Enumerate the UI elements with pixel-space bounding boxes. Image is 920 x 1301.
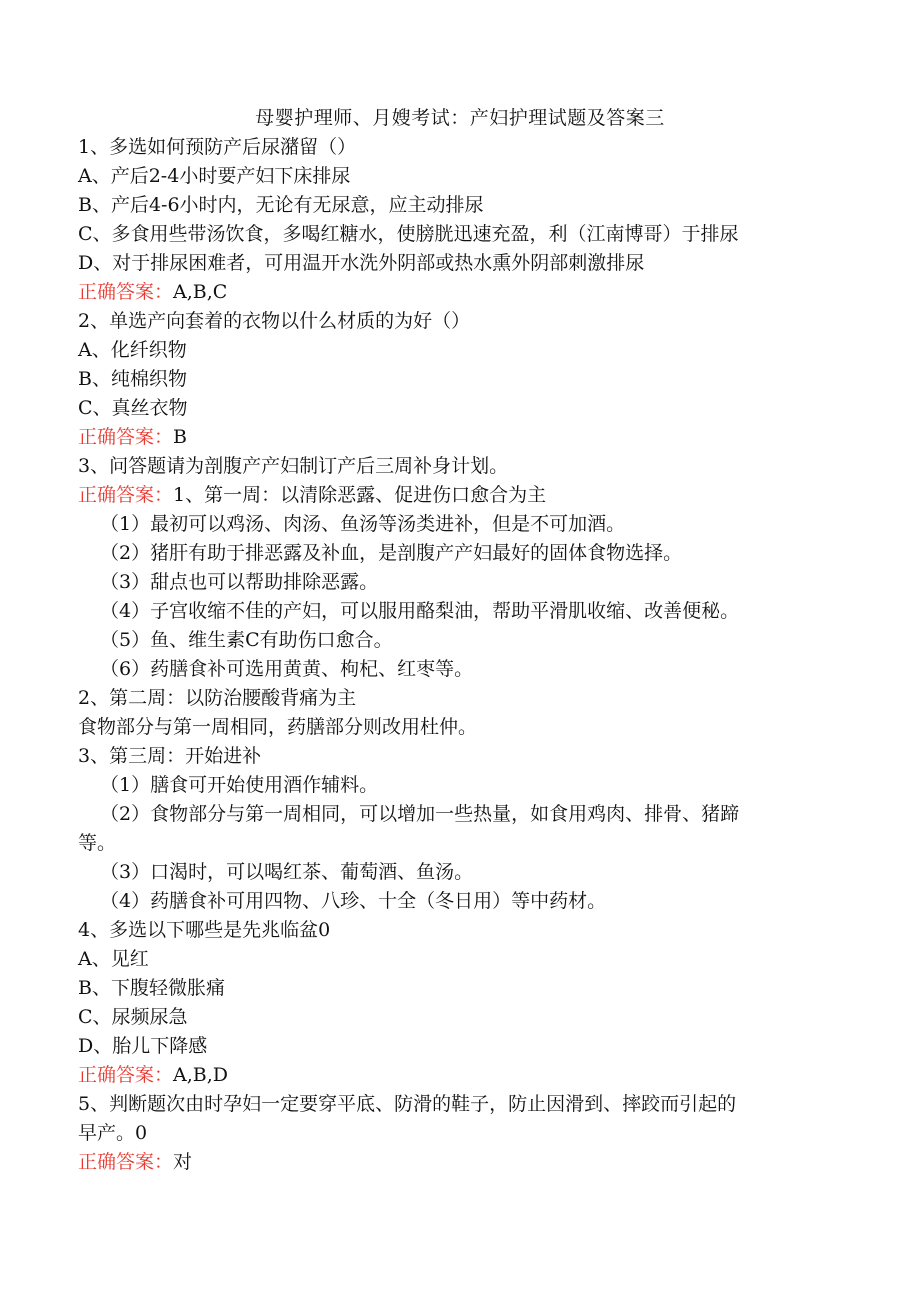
question-2-option-c: C、真丝衣物 xyxy=(78,397,188,419)
answer-line: （4）子宫收缩不佳的产妇，可以服用酪梨油，帮助平滑肌收缩、改善便秘。 xyxy=(100,600,740,622)
question-4-stem: 4、多选以下哪些是先兆临盆0 xyxy=(78,919,331,941)
answer-label: 正确答案： xyxy=(78,1151,174,1173)
answer-line: （3）甜点也可以帮助排除恶露。 xyxy=(100,571,379,593)
question-1-stem: 1、多选如何预防产后尿潴留（） xyxy=(78,136,357,158)
question-2-option-a: A、化纤织物 xyxy=(78,339,187,361)
question-5-stem: 5、判断题次由时孕妇一定要穿平底、防滑的鞋子，防止因滑到、摔跤而引起的 xyxy=(78,1093,737,1115)
document-title: 母婴护理师、月嫂考试：产妇护理试题及答案三 xyxy=(255,107,665,129)
question-1-option-b: B、产后4-6小时内，无论有无尿意，应主动排尿 xyxy=(78,194,484,216)
answer-line: 食物部分与第一周相同，药膳部分则改用杜仲。 xyxy=(78,716,478,738)
answer-line: （3）口渴时，可以喝红茶、葡萄酒、鱼汤。 xyxy=(100,861,474,883)
answer-line: （2）食物部分与第一周相同，可以增加一些热量，如食用鸡肉、排骨、猪蹄 xyxy=(100,803,740,825)
question-1-option-a: A、产后2-4小时要产妇下床排尿 xyxy=(78,165,351,187)
answer-label: 正确答案： xyxy=(78,426,174,448)
answer-line: （5）鱼、维生素C有助伤口愈合。 xyxy=(100,629,393,651)
question-4-option-b: B、下腹轻微胀痛 xyxy=(78,977,225,999)
question-3-stem: 3、问答题请为剖腹产产妇制订产后三周补身计划。 xyxy=(78,455,509,477)
answer-line: （1）最初可以鸡汤、肉汤、鱼汤等汤类进补，但是不可加酒。 xyxy=(100,513,626,535)
question-2-option-b: B、纯棉织物 xyxy=(78,368,187,390)
answer-label: 正确答案： xyxy=(78,484,174,506)
question-1-answer xyxy=(78,278,838,306)
answer-line: （6）药膳食补可选用黄黄、枸杞、红枣等。 xyxy=(100,658,474,680)
question-4-option-c: C、尿频尿急 xyxy=(78,1006,188,1028)
question-4-option-a: A、见红 xyxy=(78,948,149,970)
answer-label: 正确答案： xyxy=(78,281,174,303)
answer-line: 2、第二周：以防治腰酸背痛为主 xyxy=(78,687,357,709)
answer-line: （1）膳食可开始使用酒作辅料。 xyxy=(100,774,379,796)
question-2-stem: 2、单选产向套着的衣物以什么材质的为好（） xyxy=(78,310,471,332)
answer-line: （4）药膳食补可用四物、八珍、十全（冬日用）等中药材。 xyxy=(100,890,607,912)
answer-value: A,B,C xyxy=(173,281,228,303)
question-4-answer xyxy=(78,1061,838,1089)
answer-value: 对 xyxy=(173,1151,193,1173)
answer-line: 3、第三周：开始进补 xyxy=(78,745,262,767)
answer-value: 1、第一周：以清除恶露、促进伤口愈合为主 xyxy=(173,484,547,506)
question-1-option-c: C、多食用些带汤饮食，多喝红糖水，使膀胱迅速充盈，利（江南博哥）于排尿 xyxy=(78,223,739,245)
question-5-stem-cont: 早产。0 xyxy=(78,1122,148,1144)
question-3-answer xyxy=(78,481,838,509)
question-4-option-d: D、胎儿下降感 xyxy=(78,1035,208,1057)
answer-label: 正确答案： xyxy=(78,1064,174,1086)
answer-line: 等。 xyxy=(78,832,117,854)
question-1-option-d: D、对于排尿困难者，可用温开水洗外阴部或热水熏外阴部刺激排尿 xyxy=(78,252,645,274)
answer-value: A,B,D xyxy=(173,1064,229,1086)
answer-value: B xyxy=(173,426,187,448)
question-5-answer xyxy=(78,1148,838,1176)
question-2-answer xyxy=(78,423,838,451)
answer-line: （2）猪肝有助于排恶露及补血，是剖腹产产妇最好的固体食物选择。 xyxy=(100,542,683,564)
